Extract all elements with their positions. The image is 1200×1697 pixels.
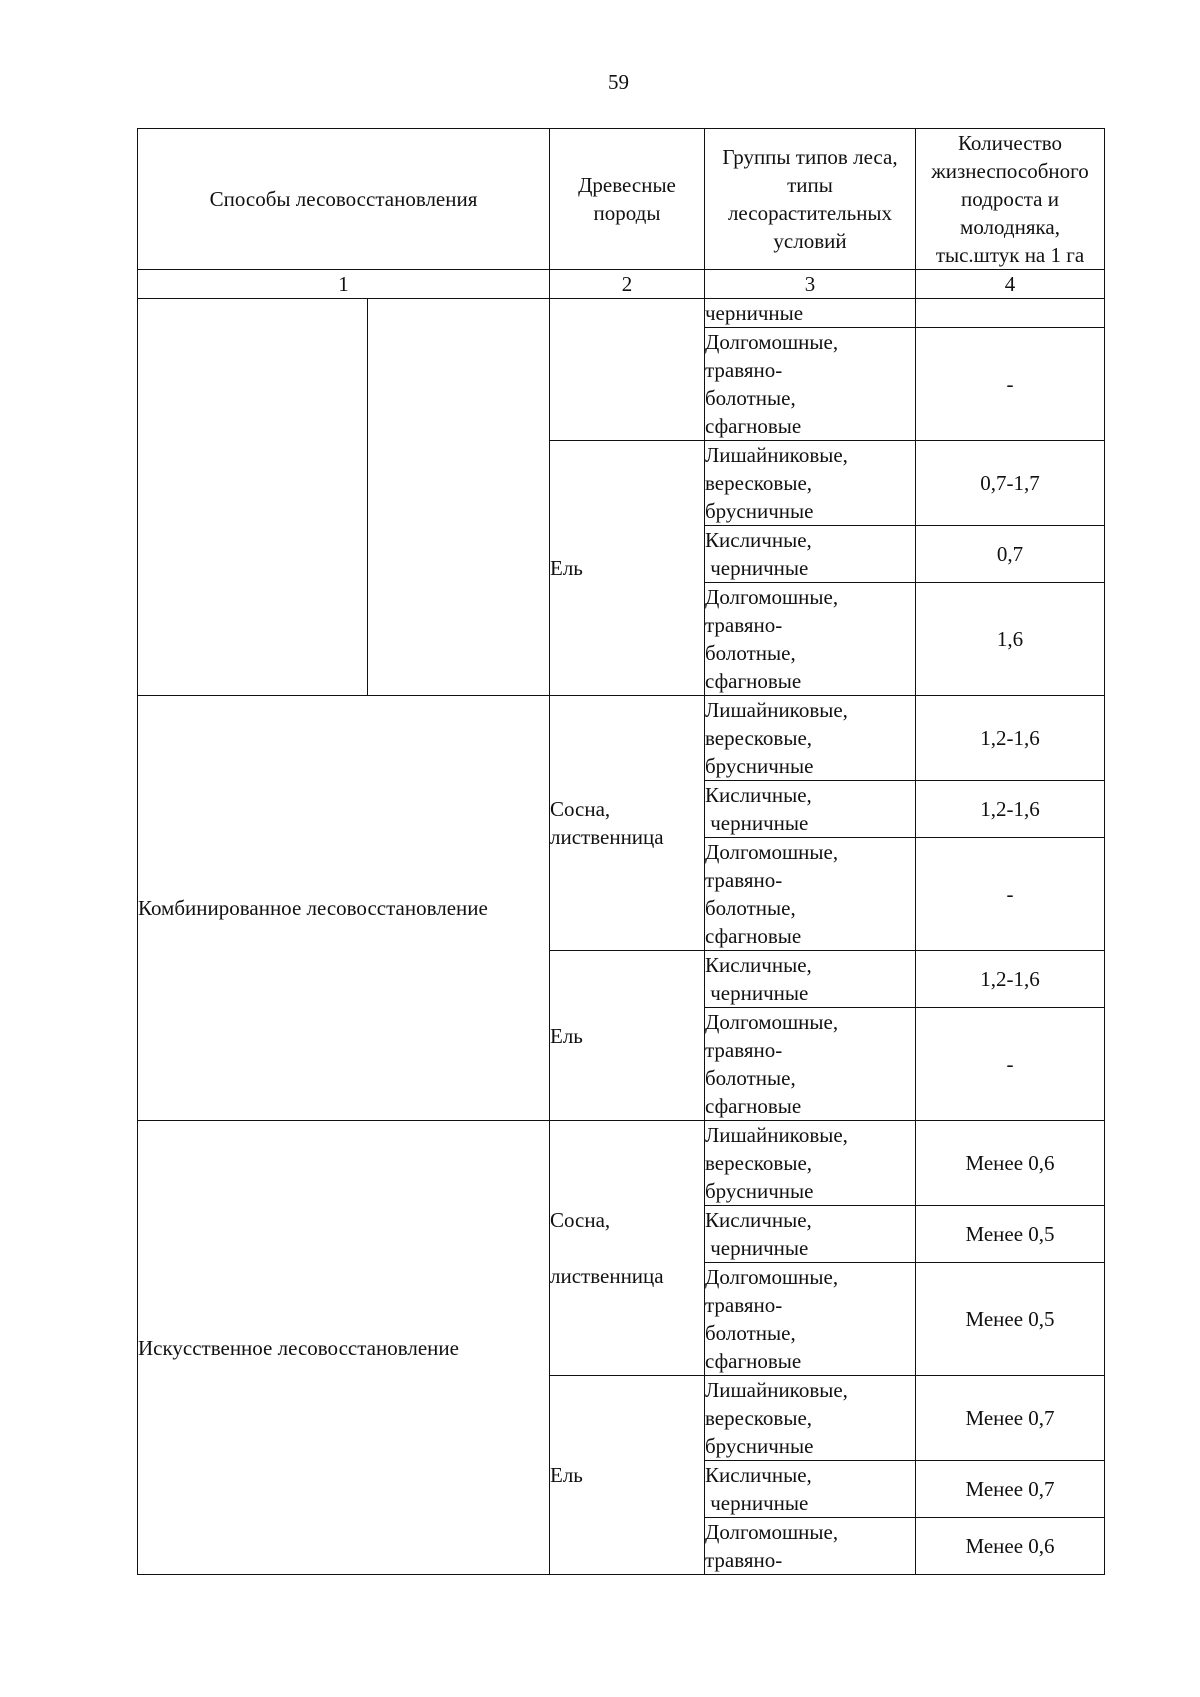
species-line: Сосна, [550, 797, 611, 821]
table-row [138, 1121, 1105, 1206]
reforestation-table [137, 128, 1105, 1575]
quantity-cell: 0,7-1,7 [916, 441, 1105, 526]
species-cell-pine-larch [550, 1121, 705, 1376]
submethod-cell-empty [368, 299, 550, 696]
method-cell-empty [138, 299, 368, 696]
column-number-3: 3 [705, 270, 916, 299]
table-row [138, 299, 1105, 328]
quantity-cell: 1,2-1,6 [916, 951, 1105, 1008]
species-cell-spruce: Ель [550, 951, 705, 1121]
species-spacer [550, 1234, 704, 1262]
quantity-cell: - [916, 328, 1105, 441]
quantity-cell: Менее 0,5 [916, 1206, 1105, 1263]
quantity-cell [916, 299, 1105, 328]
header-forest-types: Группы типов леса, типы лесорастительных условий [705, 129, 916, 270]
forest-type-cell: Долгомошные, травяно- болотные, сфагновые [705, 838, 916, 951]
forest-type-cell: Долгомошные, травяно- болотные, сфагновые [705, 583, 916, 696]
forest-type-cell: Долгомошные, травяно- болотные, сфагновые [705, 1008, 916, 1121]
species-cell-spruce: Ель [550, 441, 705, 696]
species-line: Сосна, [550, 1208, 611, 1232]
column-number-row [138, 270, 1105, 299]
forest-type-cell: Лишайниковые, вересковые, брусничные [705, 1121, 916, 1206]
method-cell-combined: Комбинированное лесовосстановление [138, 696, 550, 1121]
method-cell-artificial: Искусственное лесовосстановление [138, 1121, 550, 1575]
forest-type-cell: Долгомошные, травяно- болотные, сфагновые [705, 1263, 916, 1376]
header-quantity: Количество жизнеспособного подроста и молодняка, тыс.штук на 1 га [916, 129, 1105, 270]
quantity-cell: - [916, 1008, 1105, 1121]
quantity-cell: Менее 0,6 [916, 1518, 1105, 1575]
forest-type-cell: Кисличные, черничные [705, 951, 916, 1008]
species-cell-empty [550, 299, 705, 441]
quantity-cell: 1,2-1,6 [916, 696, 1105, 781]
forest-type-cell: Кисличные, черничные [705, 1206, 916, 1263]
forest-type-cell: Лишайниковые, вересковые, брусничные [705, 696, 916, 781]
quantity-cell: Менее 0,7 [916, 1376, 1105, 1461]
header-row [138, 129, 1105, 270]
forest-type-cell: Лишайниковые, вересковые, брусничные [705, 1376, 916, 1461]
quantity-cell: - [916, 838, 1105, 951]
forest-type-cell: черничные [705, 299, 916, 328]
forest-type-cell: Кисличные, черничные [705, 781, 916, 838]
species-line: лиственница [550, 825, 664, 849]
forest-type-cell: Лишайниковые, вересковые, брусничные [705, 441, 916, 526]
species-cell-pine-larch [550, 696, 705, 951]
species-cell-spruce: Ель [550, 1376, 705, 1575]
header-species: Древесные породы [550, 129, 705, 270]
quantity-cell: 1,6 [916, 583, 1105, 696]
quantity-cell: 0,7 [916, 526, 1105, 583]
quantity-cell: Менее 0,6 [916, 1121, 1105, 1206]
table-row [138, 696, 1105, 781]
forest-type-cell: Долгомошные, травяно- [705, 1518, 916, 1575]
column-number-1: 1 [138, 270, 550, 299]
quantity-cell: 1,2-1,6 [916, 781, 1105, 838]
column-number-4: 4 [916, 270, 1105, 299]
forest-type-cell: Кисличные, черничные [705, 526, 916, 583]
forest-type-cell: Долгомошные, травяно- болотные, сфагновые [705, 328, 916, 441]
page-number: 59 [608, 70, 629, 94]
quantity-cell: Менее 0,7 [916, 1461, 1105, 1518]
header-methods: Способы лесовосстановления [138, 129, 550, 270]
column-number-2: 2 [550, 270, 705, 299]
species-line: лиственница [550, 1264, 664, 1288]
forest-type-cell: Кисличные, черничные [705, 1461, 916, 1518]
quantity-cell: Менее 0,5 [916, 1263, 1105, 1376]
